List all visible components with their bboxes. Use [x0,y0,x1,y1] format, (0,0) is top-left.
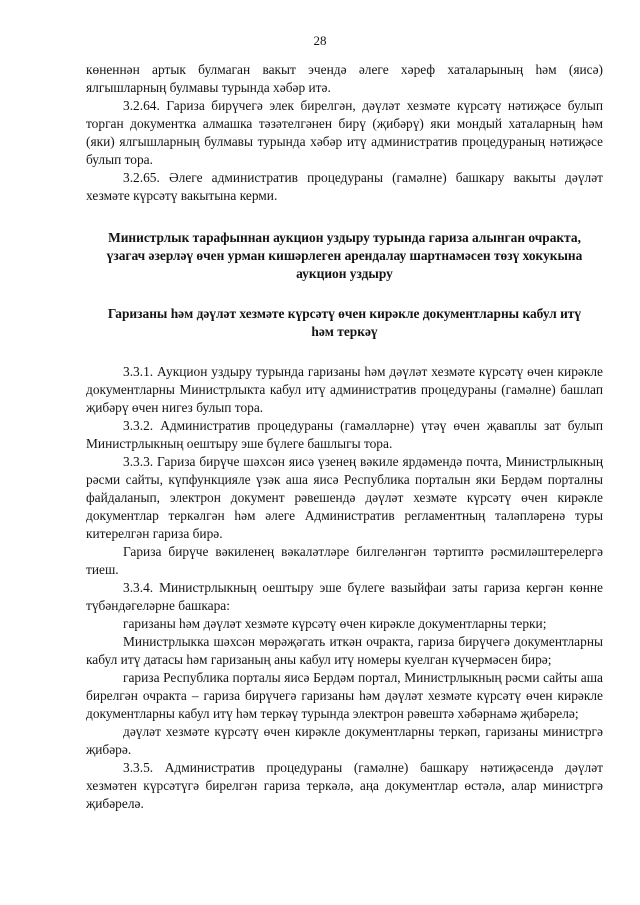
paragraph: Министрлыкка шәхсән мөрәҗәгать иткән очракта, гариза бирүчегә документларны кабул итү датасы һәм гаризаның аны кабул итү номеры куелган күчермәсен бирә; [86,634,603,667]
paragraph: 3.3.3. Гариза бирүче шәхсән яисә үзенең вәкиле ярдәмендә почта, Министрлыкның рәсми сайты, күпфункцияле үзәк аша яисә Республика порталын яки Бердәм порталны файдаланып, электрон документ рәвешендә дәүләт хезмәте күрсәтү өчен кирәкле документлар теркәлгән һәм әлеге Административ регламентның таләпләренә туры китерелгән гариза бирә. [86,454,603,541]
paragraph: гариза Республика порталы яисә Бердәм портал, Министрлыкның рәсми сайты аша бирелгән очракта – гариза бирүчегә гаризаны һәм дәүләт хезмәте күрсәтү өчен кирәкле документларны кабул итү һәм теркәү турында электрон рәвештә хәбәрнамә җибәрелә; [86,670,603,721]
paragraph: 3.2.64. Гариза бирүчегә элек бирелгән, дәүләт хезмәте күрсәтү нәтиҗәсе булып торган документка алмашка тәзәтелгәнен бирү (җибәрү) яки мондый хаталарның һәм (яки) ялгышларның булмавы турында хәбәр итү административ процедураның нәтиҗәсе булып тора. [86,98,603,167]
paragraph: дәүләт хезмәте күрсәтү өчен кирәкле документларны теркәп, гаризаны министргә җибәрә. [86,724,603,757]
paragraph: 3.3.1. Аукцион уздыру турында гаризаны һәм дәүләт хезмәте күрсәтү өчен кирәкле документларны Министрлыкта кабул итү административ процедураны (гамәлне) башлап җибәрү өчен нигез булып тора. [86,364,603,415]
sub-heading: Гаризаны һәм дәүләт хезмәте күрсәтү өчен кирәкле документларны кабул итү һәм теркәү [107,306,582,339]
paragraph: Гариза бирүче вәкиленең вәкаләтләре билгеләнгән тәртиптә рәсмиләштерелергә тиеш. [86,544,603,577]
paragraph: 3.3.4. Министрлыкның оештыру эше бүлеге вазыйфаи заты гариза кергән көнне түбәндәгеләрне башкара: [86,580,603,613]
page-number: 28 [313,33,327,48]
paragraph: 3.3.2. Административ процедураны (гамәлләрне) үтәү өчен җаваплы зат булып Министрлыкның оештыру эше бүлеге башлыгы тора. [86,418,603,451]
paragraph: көненнән артык булмаган вакыт эчендә әлеге хәреф хаталарының һәм (яисә) ялгышларның булмавы турында хәбәр итә. [86,62,603,95]
paragraph: 3.3.5. Административ процедураны (гамәлне) башкару нәтиҗәсендә дәүләт хезмәтен күрсәтүгә бирелгән гариза теркәлә, аңа документлар өстәлә, алар министргә җибәрелә. [86,760,603,811]
paragraph: 3.2.65. Әлеге административ процедураны (гамәлне) башкару вакыты дәүләт хезмәте күрсәтү вакытына керми. [86,170,603,203]
document-body [86,61,603,813]
section-heading: Министрлык тарафыннан аукцион уздыру турында гариза алынган очракта, үзагач әзерләү өчен урман кишәрлеген арендалау шартнамәсен төзү хокукына аукцион уздыру [106,230,583,281]
paragraph: гаризаны һәм дәүләт хезмәте күрсәтү өчен кирәкле документларны терки; [123,616,547,631]
